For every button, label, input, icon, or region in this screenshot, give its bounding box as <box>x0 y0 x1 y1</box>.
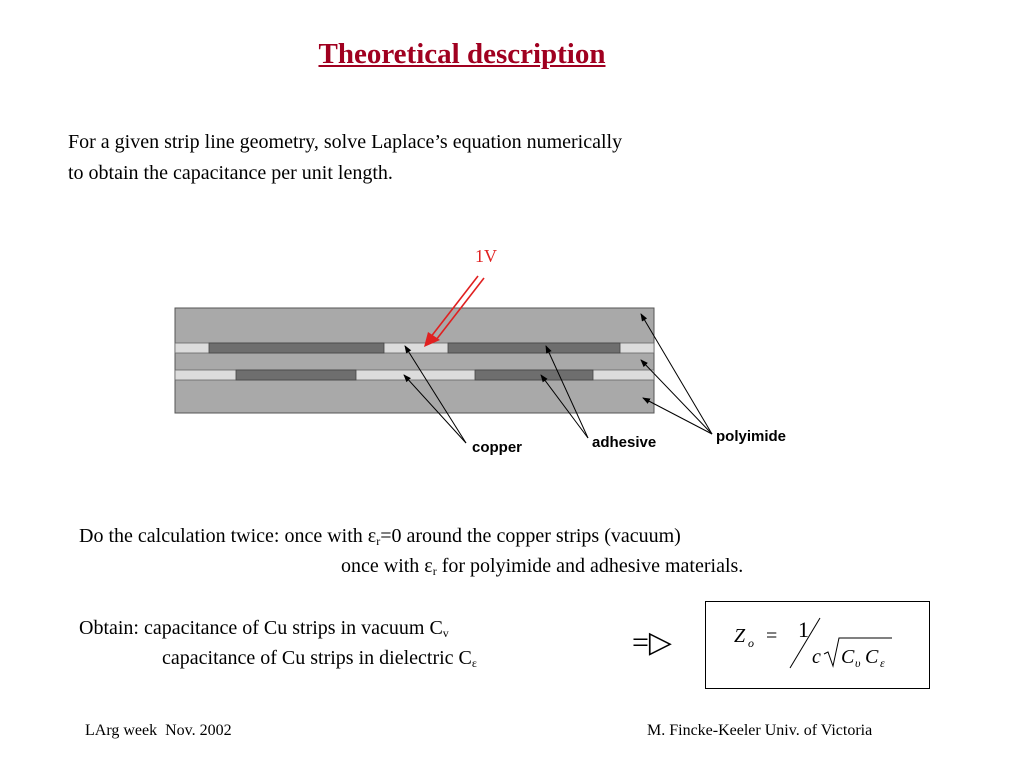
calc-line-2-text-b: for polyimide and adhesive materials. <box>436 555 744 577</box>
obtain-line-1-text: Obtain: capacitance of Cu strips in vacuum C <box>79 617 443 639</box>
footer-event: LArg week Nov. 2002 <box>85 722 232 739</box>
implies-arrow: =▷ <box>632 626 672 659</box>
formula-lhs: Z <box>734 625 746 647</box>
impedance-formula-box <box>705 601 930 689</box>
page-title: Theoretical description <box>318 38 606 70</box>
copper-label: copper <box>472 439 523 456</box>
formula-lhs-subscript: o <box>748 636 754 650</box>
voltage-label: 1V <box>475 246 497 266</box>
formula-cv: C <box>841 646 855 668</box>
copper-strip-upper-left <box>209 343 384 353</box>
calc-line-1-subscript: r <box>376 534 381 548</box>
calc-line-2-subscript: r <box>432 564 437 578</box>
intro-line-2: to obtain the capacitance per unit length. <box>68 162 393 184</box>
copper-strip-lower-left <box>236 370 356 380</box>
obtain-line-1-subscript: v <box>442 626 449 640</box>
formula-equals: = <box>766 625 778 647</box>
adhesive-label: adhesive <box>592 434 657 451</box>
copper-strip-upper-right <box>448 343 620 353</box>
obtain-line-2-text: capacitance of Cu strips in dielectric C <box>162 647 472 669</box>
footer-author: M. Fincke-Keeler Univ. of Victoria <box>647 722 873 739</box>
formula-ce: C <box>865 646 879 668</box>
intro-line-1: For a given strip line geometry, solve Laplace’s equation numerically <box>68 131 623 153</box>
impedance-formula <box>706 602 931 690</box>
formula-cv-subscript: υ <box>855 656 861 670</box>
calc-line-1-text-a: Do the calculation twice: once with ε <box>79 525 377 547</box>
formula-numerator: 1 <box>798 617 809 642</box>
obtain-line-2 <box>162 643 477 678</box>
formula-denominator-c: c <box>812 646 821 668</box>
calc-line-2 <box>341 551 743 586</box>
obtain-line-2-subscript: ε <box>471 656 477 670</box>
calc-line-2-text-a: once with ε <box>341 555 433 577</box>
polyimide-label: polyimide <box>716 428 787 445</box>
copper-strip-lower-right <box>475 370 593 380</box>
formula-ce-subscript: ε <box>880 656 885 670</box>
calc-line-1-text-b: =0 around the copper strips (vacuum) <box>380 525 681 547</box>
